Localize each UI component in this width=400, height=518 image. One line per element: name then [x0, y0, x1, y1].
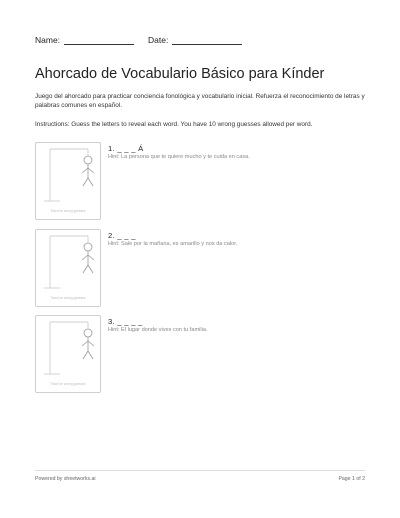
stick-figure: [82, 243, 94, 273]
puzzle-2: [35, 229, 375, 307]
stick-figure: [82, 156, 94, 186]
date-label: Date:: [148, 35, 169, 45]
word-blanks: 1. _ _ _ Á: [108, 144, 144, 153]
hint: Hint: Sale por la mañana, es amarillo y nos da calor.: [108, 241, 238, 247]
footer-divider: [35, 470, 365, 471]
wrong-guesses-label: Trace for wrong guesses: [50, 382, 86, 386]
hangman-box: [35, 315, 101, 393]
name-date-row: [35, 35, 365, 49]
instructions: Instructions: Guess the letters to reveal each word. You have 10 wrong guesses allowed per word.: [35, 121, 313, 128]
hangman-drawing: [36, 143, 100, 219]
hangman-box: [35, 142, 101, 220]
page-number: Page 1 of 2: [338, 476, 365, 482]
page-title: Ahorcado de Vocabulario Básico para Kínder: [35, 66, 325, 82]
hint: Hint: La persona que te quiere mucho y te cuida en casa.: [108, 154, 250, 160]
date-field[interactable]: [148, 35, 242, 45]
date-blank-line[interactable]: [172, 35, 242, 45]
name-blank-line[interactable]: [64, 35, 134, 45]
description: Juego del ahorcado para practicar conciencia fonológica y vocabulario inicial. Refuerza el reconocimiento de letras y palabras comunes en español.: [35, 93, 365, 110]
puzzle-1: [35, 142, 375, 220]
gallows: [44, 236, 88, 288]
hangman-box: [35, 229, 101, 307]
footer-credit: Powered by sheetworks.ai: [35, 476, 96, 482]
gallows: [44, 149, 88, 201]
name-label: Name:: [35, 35, 61, 45]
hangman-drawing: [36, 316, 100, 392]
wrong-guesses-label: Trace for wrong guesses: [50, 296, 86, 300]
hint: Hint: El lugar donde vives con tu familia.: [108, 327, 208, 333]
gallows: [44, 322, 88, 374]
name-field[interactable]: [35, 35, 134, 45]
word-blanks: 2. _ _ _: [108, 231, 136, 240]
wrong-guesses-label: Trace for wrong guesses: [50, 209, 86, 213]
word-blanks: 3. _ _ _ _: [108, 317, 143, 326]
stick-figure: [82, 329, 94, 359]
hangman-drawing: [36, 230, 100, 306]
puzzle-3: [35, 315, 375, 393]
